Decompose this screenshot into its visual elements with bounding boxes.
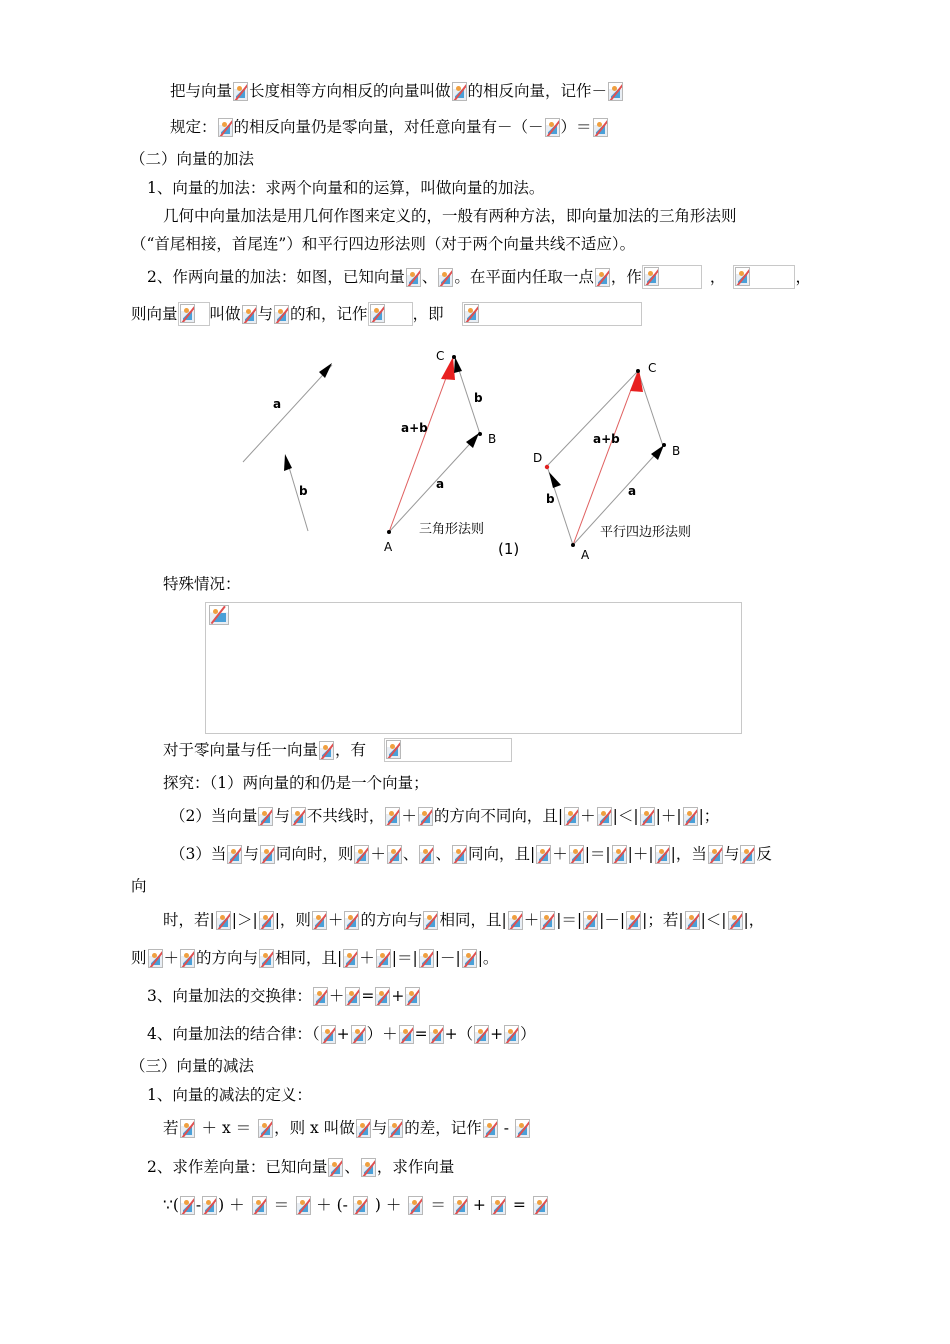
vector-a-image-icon [343,949,358,968]
tri-sum-line [389,359,453,532]
vector-a-image-icon [536,845,551,864]
tri-caption: 三角形法则 [419,522,485,537]
vector-a-image-icon [564,807,579,826]
text: 的方向与 [196,949,259,967]
para-caption: 平行四边形法则 [600,525,692,540]
vector-a-image-icon [313,987,328,1006]
tri-label-c: C [436,349,445,363]
text: 2、作两向量的加法：如图，已知向量 [147,268,405,286]
text: 的相反向量，记作－ [467,82,608,100]
a-plus-b-box [368,302,413,326]
text: 、 [344,1158,360,1176]
text: ∵( [163,1196,179,1214]
vector-b-image-icon [438,268,453,287]
figure-number: (1) [498,540,520,558]
tri-label-ab: a+b [401,421,428,435]
subtraction-definition-title: 1、向量的减法的定义： [147,1086,312,1104]
zero-sum-formula-box [384,738,512,762]
vector-b-image-icon [345,987,360,1006]
para-point-c [636,369,640,373]
text: 与 [243,845,259,863]
vector-b-image-icon [260,845,275,864]
formula-image-icon [735,267,750,286]
vector-b-image-icon [361,1158,376,1177]
tri-point-a [387,530,391,534]
text: 的相反向量仍是零向量，对任意向量有－（－ [233,118,544,136]
formula-ab-eq-a-box [642,265,702,289]
text: + [490,1025,504,1043]
para-point-b [662,443,666,447]
text: 对于零向量与任一向量 [163,741,319,759]
subtraction-derivation [163,1193,549,1216]
label-a: a [273,397,282,411]
vector-b-arrowhead [284,454,292,471]
para-label-d: D [533,451,543,465]
vector-b-image-icon [597,807,612,826]
text: 叫做 [209,305,241,323]
vector-a-image-icon [419,845,434,864]
zero-vector-image-icon [218,118,233,137]
para-ad-arrowhead [549,472,561,488]
text: ＋ [327,911,344,929]
text: 同向，且| [467,845,536,863]
vector-a-line [243,365,332,462]
text: 与 [723,845,740,863]
formula-image-icon [386,740,401,759]
text: + [472,1196,486,1214]
sum-equation-box [462,302,642,326]
text: 、 [402,845,419,863]
vector-a-image-icon [233,82,248,101]
text: ) ＋ [374,1196,402,1214]
para-dc-line [547,371,638,466]
para-label-c: C [648,361,657,375]
formula-image-icon [464,304,479,323]
vector-a-image-icon [242,305,257,324]
line-sum-notation [131,302,642,326]
para-ac-line [573,371,638,545]
text: |；若| [642,911,684,929]
vector-b-image-icon [351,1025,366,1044]
vector-a-image-icon [583,911,598,930]
vector-a-image-icon [708,845,723,864]
tri-label-b-vec: b [474,391,483,405]
text: |，当 [670,845,707,863]
text: = [361,987,375,1005]
text: 反 [756,845,772,863]
text: ＋ [401,807,417,825]
vector-a-image-icon [328,1158,343,1177]
text: 的差，记作 [404,1119,482,1137]
vector-b-image-icon [388,1119,403,1138]
vector-a-image-icon [423,911,438,930]
vector-b-image-icon [252,1196,267,1215]
text: - [195,1196,202,1214]
vector-a-image-icon [321,1025,336,1044]
vector-b-image-icon [353,1196,368,1215]
commutative-law [147,984,421,1007]
para-bc-line [638,371,663,446]
vector-a-arrowhead [319,363,332,378]
vector-b-image-icon [408,1196,423,1215]
text: ＝ [273,1196,290,1214]
vector-a-image-icon [148,949,163,968]
text: ＋ x ＝ [201,1119,252,1137]
vector-b-image-icon [728,911,743,930]
text: ＋ [163,949,180,967]
vector-b-image-icon [474,1025,489,1044]
text: （2）当向量 [170,807,258,825]
explore-3 [170,842,772,865]
text: |； [698,807,720,825]
vector-a-image-icon [612,845,627,864]
text: ＋ [328,987,345,1005]
vector-b-image-icon [569,845,584,864]
subtraction-definition [163,1116,531,1139]
para-point-a [571,543,575,547]
vector-b-image-icon [291,807,306,826]
tri-a-line [389,435,478,532]
vector-b-image-icon [344,911,359,930]
vector-b-image-icon [259,949,274,968]
vector-a-image-icon [508,911,523,930]
tri-point-b [478,432,482,436]
text: 若 [163,1119,179,1137]
tri-label-a: A [384,540,393,554]
vector-a-image-icon [608,82,623,101]
text: 与 [274,807,290,825]
text: + [391,987,405,1005]
text: |＜| [612,807,639,825]
explore-4 [163,908,764,931]
vector-a-image-icon [533,1196,548,1215]
text: 规定： [170,118,217,136]
text: 与 [371,1119,388,1137]
text: +（ [444,1025,474,1043]
text: ，求作向量 [376,1158,455,1176]
text: |＋| [627,845,654,863]
zero-vector-image-icon [491,1196,506,1215]
vector-ac-image-icon [180,304,195,323]
text: 相同，且| [439,911,507,929]
text: 长度相等方向相反的向量叫做 [249,82,451,100]
text: ＋ [359,949,375,967]
vector-a-image-icon [319,741,334,760]
text: 的方向不同向，且| [433,807,564,825]
text: 把与向量 [170,82,233,100]
vector-a-image-icon [354,845,369,864]
vector-b-image-icon [452,845,467,864]
text: |＜| [700,911,727,929]
vector-a-image-icon [258,1119,273,1138]
text: 2、求作差向量：已知向量 [147,1158,328,1176]
text: 时，若| [163,911,215,929]
vector-b-image-icon [683,807,698,826]
text: 的方向与 [360,911,423,929]
text: ，作 [610,268,642,286]
formula-image-icon [644,267,659,286]
section-heading-subtraction: （三）向量的减法 [130,1057,255,1075]
vector-a-image-icon [296,1196,311,1215]
subtraction-construction [147,1155,454,1178]
text: + [336,1025,350,1043]
para-label-b: B [672,444,681,458]
vector-a-image-icon [453,1196,468,1215]
vector-b-image-icon [376,949,391,968]
text: ＋ (- [316,1196,348,1214]
formula-bc-eq-b-box [733,265,795,289]
associative-law [147,1022,536,1045]
vector-b-image-icon [375,987,390,1006]
vector-a-image-icon [640,807,655,826]
text: 则 [131,949,147,967]
vector-b-image-icon [180,1119,195,1138]
text: 的和，记作 [290,305,368,323]
text: ，则 x 叫做 [274,1119,355,1137]
line-sum-construction [147,265,811,289]
text: ) ＋ [218,1196,245,1214]
vector-a-image-icon [180,1196,195,1215]
tri-b-arrowhead [454,357,462,373]
text: ＋ [552,845,568,863]
vector-c-image-icon [399,1025,414,1044]
line-zero-vector-sum [163,738,512,762]
text: = [512,1196,526,1214]
vector-b-image-icon [259,911,274,930]
special-cases-label: 特殊情况： [163,575,241,593]
text: ＋ [523,911,540,929]
text: ， [795,268,811,286]
vector-b-image-icon [740,845,755,864]
vector-b-image-icon [180,949,195,968]
para-label-b-vec: b [546,492,555,506]
vector-a-image-icon [452,82,467,101]
text: 与 [257,305,274,323]
text: |＞| [231,911,258,929]
special-cases-image-icon [209,605,229,625]
line-opposite-vector-def [170,79,624,102]
vector-a-image-icon [405,987,420,1006]
para-point-d [545,465,549,469]
vector-a-image-icon [593,118,608,137]
explore-1: 探究：（1）两向量的和仍是一个向量； [163,774,429,792]
vector-a-image-icon [227,845,242,864]
point-a-image-icon [595,268,610,287]
label-b: b [299,484,308,498]
explore-3-cont: 向 [131,877,147,895]
section-heading-addition: （二）向量的加法 [130,150,255,168]
text: |＝| [391,949,418,967]
vector-a-image-icon [258,807,273,826]
vector-a-image-icon [356,1119,371,1138]
vector-b-image-icon [515,1119,530,1138]
text: ＋ [580,807,596,825]
vector-b-image-icon [540,911,555,930]
text: |＝| [584,845,611,863]
vector-a-image-icon [406,268,421,287]
vector-b-image-icon [387,845,402,864]
text: 4、向量加法的结合律：（ [147,1025,320,1043]
vector-a-image-icon [462,949,477,968]
text: ）＋ [366,1025,398,1043]
text: |－| [599,911,626,929]
text: 。在平面内任取一点 [454,268,594,286]
text: 则向量 [131,305,178,323]
text: ， [709,268,726,286]
formula-image-icon [370,304,385,323]
tri-point-c [452,355,456,359]
text: |＝| [556,911,583,929]
vector-a-image-icon [429,1025,444,1044]
text: （3）当 [170,845,227,863]
text: 相同，且| [275,949,343,967]
explore-5 [131,946,498,969]
text: 不共线时， [306,807,385,825]
line-zero-vector-rule [170,115,609,138]
vector-b-image-icon [274,305,289,324]
text: = [414,1025,428,1043]
vector-b-image-icon [655,845,670,864]
text: 3、向量加法的交换律： [147,987,312,1005]
text: 同向时，则 [275,845,354,863]
tri-label-b: B [488,432,497,446]
text: ）＝ [560,118,592,136]
text: ，有 [335,741,367,759]
text: - [498,1119,514,1137]
text: |－| [434,949,461,967]
vector-c-image-icon [504,1025,519,1044]
vector-a-image-icon [216,911,231,930]
vector-b-image-icon [418,807,433,826]
text: |，则 [274,911,311,929]
vector-a-image-icon [312,911,327,930]
vector-addition-figure [235,345,735,570]
vector-b-image-icon [626,911,641,930]
vector-a-image-icon [483,1119,498,1138]
geometry-paragraph-line1: 几何中向量加法是用几何作图来定义的，一般有两种方法，即向量加法的三角形法则 [163,207,737,225]
text: 、 [421,268,438,286]
vector-a-image-icon [545,118,560,137]
text: |＋| [655,807,682,825]
geometry-paragraph-line2: （“首尾相接，首尾连”）和平行四边形法则（对于两个向量共线不适应）。 [131,235,636,253]
text: ＝ [430,1196,446,1214]
text: ＋ [370,845,386,863]
text: |， [743,911,765,929]
vector-b-image-icon [202,1196,217,1215]
para-label-a: A [581,548,590,562]
text: ） [520,1025,536,1043]
explore-2 [170,804,719,827]
tri-label-a-vec: a [436,477,445,491]
text: 、 [435,845,451,863]
para-label-a-vec: a [628,484,637,498]
para-label-ab: a+b [593,432,620,446]
vector-a-image-icon [685,911,700,930]
special-cases-frame [205,602,742,734]
text: |。 [477,949,499,967]
addition-definition: 1、向量的加法：求两个向量和的运算，叫做向量的加法。 [147,179,545,197]
vector-b-image-icon [419,949,434,968]
text: ，即 [412,305,444,323]
vector-a-image-icon [385,807,400,826]
vector-ac-box [178,302,210,326]
